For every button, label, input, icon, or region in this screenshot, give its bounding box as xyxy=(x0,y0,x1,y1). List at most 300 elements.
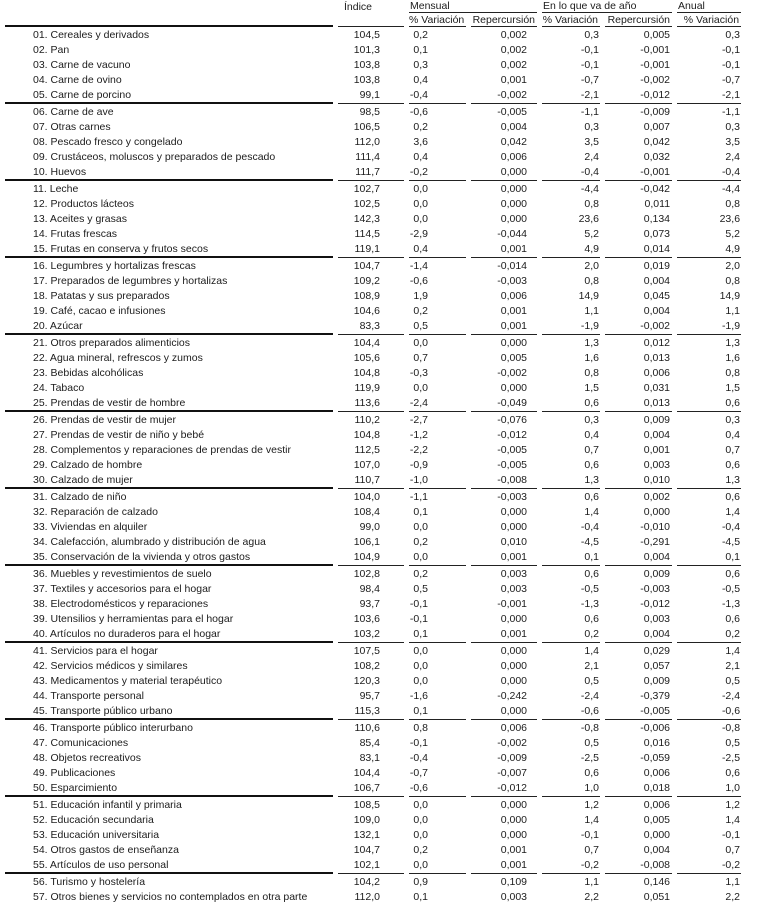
cell-rep-mensual: 0,006 xyxy=(500,721,528,734)
table-row xyxy=(5,181,741,196)
cell-var-anual: -0,6 xyxy=(677,703,741,720)
cell-var-anual: 0,1 xyxy=(677,549,741,566)
cell-var-anual: 0,6 xyxy=(725,766,741,779)
cell-var-anual: 23,6 xyxy=(719,212,741,225)
cell-var-mensual: 0,2 xyxy=(413,535,428,548)
cell-rep-ano: 0,005 xyxy=(643,813,671,826)
cell-var-ano: 2,0 xyxy=(584,259,600,272)
cell-var-anual: -0,4 xyxy=(721,520,741,533)
table-row xyxy=(5,241,741,258)
table-row xyxy=(5,827,741,842)
cell-rep-mensual: -0,076 xyxy=(497,413,528,426)
cell-var-ano: 1,4 xyxy=(584,644,600,657)
cell-var-anual: 2,0 xyxy=(725,259,741,272)
cell-rep-mensual: 0,000 xyxy=(500,659,528,672)
table-row xyxy=(5,643,741,658)
cell-var-ano: 1,4 xyxy=(584,813,600,826)
cell-var-ano: -2,1 xyxy=(542,87,600,104)
cell-indice: 104,7 xyxy=(353,259,380,272)
cell-var-ano: 1,0 xyxy=(542,780,600,797)
cell-indice: 107,5 xyxy=(353,644,380,657)
cell-indice: 109,2 xyxy=(353,274,380,287)
cell-var-mensual: 0,0 xyxy=(413,182,428,195)
cell-var-anual: 2,2 xyxy=(725,890,741,903)
table-row xyxy=(5,504,741,519)
cell-var-anual: 5,2 xyxy=(725,227,741,240)
cell-var-anual: -0,4 xyxy=(677,164,741,181)
cell-var-ano: 0,6 xyxy=(584,766,600,779)
cell-indice: 108,4 xyxy=(353,505,380,518)
cell-rep-mensual: 0,005 xyxy=(500,351,528,364)
cell-indice: 98,4 xyxy=(359,582,380,595)
table-row xyxy=(5,703,741,720)
cell-var-mensual: -0,6 xyxy=(409,780,466,797)
cell-var-ano: 0,7 xyxy=(584,443,600,456)
cell-rep-mensual: 0,006 xyxy=(500,150,528,163)
cell-indice: 104,8 xyxy=(353,366,380,379)
row-label: 35. Conservación de la vivienda y otros gastos xyxy=(5,549,333,566)
cell-var-ano: 0,8 xyxy=(584,274,600,287)
cell-var-anual: 0,7 xyxy=(725,843,741,856)
col-header-rep-ano: Repercursión xyxy=(605,13,672,27)
cell-indice: 106,5 xyxy=(353,120,380,133)
cell-var-mensual: 0,8 xyxy=(413,721,428,734)
cell-var-mensual: -0,6 xyxy=(409,274,428,287)
cell-rep-ano: 0,045 xyxy=(643,289,671,302)
cell-rep-mensual: -0,044 xyxy=(497,227,528,240)
table-row xyxy=(5,765,741,780)
cell-rep-ano: 0,003 xyxy=(643,612,671,625)
cell-rep-ano: 0,013 xyxy=(605,395,672,412)
cell-indice: 104,9 xyxy=(338,549,404,566)
row-label: 18. Patatas y sus preparados xyxy=(33,289,170,302)
row-label: 33. Viviendas en alquiler xyxy=(33,520,148,533)
cell-var-mensual: 0,0 xyxy=(413,336,428,349)
cell-var-ano: 1,3 xyxy=(584,336,600,349)
row-label: 41. Servicios para el hogar xyxy=(33,644,158,657)
row-label: 52. Educación secundaria xyxy=(33,813,154,826)
cell-var-anual: 0,3 xyxy=(725,413,741,426)
cell-rep-ano: 0,010 xyxy=(605,472,672,489)
cell-indice: 113,6 xyxy=(338,395,404,412)
cell-rep-ano: 0,004 xyxy=(643,843,671,856)
cell-var-anual: -2,5 xyxy=(721,751,741,764)
cell-var-ano: -0,4 xyxy=(542,164,600,181)
table-row xyxy=(5,673,741,688)
cell-var-anual: -0,1 xyxy=(721,43,741,56)
cell-indice: 102,5 xyxy=(353,197,380,210)
cell-indice: 108,5 xyxy=(353,798,380,811)
cell-rep-ano: 0,002 xyxy=(643,490,671,503)
table-row xyxy=(5,27,741,42)
cell-rep-mensual: 0,004 xyxy=(500,120,528,133)
cell-rep-mensual: 0,000 xyxy=(500,798,528,811)
cell-indice: 142,3 xyxy=(353,212,380,225)
cell-var-mensual: -0,1 xyxy=(409,736,428,749)
col-header-var-mensual: % Variación xyxy=(409,14,465,26)
cell-var-mensual: 0,1 xyxy=(413,890,428,903)
cell-indice: 85,4 xyxy=(359,736,380,749)
table-row xyxy=(5,119,741,134)
cell-indice: 107,0 xyxy=(353,458,380,471)
cell-var-mensual: 3,6 xyxy=(413,135,428,148)
cell-var-anual: 0,6 xyxy=(725,612,741,625)
cell-rep-mensual: -0,012 xyxy=(497,428,528,441)
cell-var-anual: 0,3 xyxy=(725,120,741,133)
cell-var-ano: -0,8 xyxy=(580,721,600,734)
cell-var-mensual: -0,1 xyxy=(409,612,428,625)
cell-var-ano: 2,1 xyxy=(584,659,600,672)
row-label: 39. Utensilios y herramientas para el hogar xyxy=(33,612,234,625)
table-row xyxy=(5,303,741,318)
row-label: 44. Transporte personal xyxy=(33,689,144,702)
cell-rep-ano: 0,004 xyxy=(643,274,671,287)
row-label: 51. Educación infantil y primaria xyxy=(33,798,182,811)
cell-var-ano: -2,5 xyxy=(580,751,600,764)
cell-var-anual: 1,1 xyxy=(725,875,741,888)
cell-var-ano: 1,1 xyxy=(584,875,600,888)
cell-var-mensual: 0,0 xyxy=(413,828,428,841)
cell-var-ano: 0,1 xyxy=(542,549,600,566)
cell-rep-ano: 0,013 xyxy=(643,351,671,364)
table-row xyxy=(5,134,741,149)
cell-rep-ano: -0,001 xyxy=(640,43,671,56)
cell-rep-mensual: -0,002 xyxy=(497,366,528,379)
cell-indice: 93,7 xyxy=(359,597,380,610)
cell-indice: 101,3 xyxy=(353,43,380,56)
cell-rep-ano: 0,000 xyxy=(643,505,671,518)
row-label: 43. Medicamentos y material terapéutico xyxy=(33,674,223,687)
cell-indice: 103,8 xyxy=(353,73,380,86)
row-label: 21. Otros preparados alimenticios xyxy=(33,336,190,349)
row-label: 25. Prendas de vestir de hombre xyxy=(5,395,333,412)
cell-indice: 105,6 xyxy=(353,351,380,364)
cell-var-mensual: 0,0 xyxy=(413,381,428,394)
cell-indice: 104,7 xyxy=(353,843,380,856)
cell-var-ano: -0,5 xyxy=(580,582,600,595)
row-label: 13. Aceites y grasas xyxy=(33,212,127,225)
cell-indice: 104,6 xyxy=(353,304,380,317)
cell-rep-ano: 0,000 xyxy=(643,828,671,841)
cell-rep-mensual: 0,001 xyxy=(471,318,537,335)
cell-rep-mensual: -0,005 xyxy=(497,458,528,471)
row-label: 05. Carne de porcino xyxy=(5,87,333,104)
cell-rep-ano: 0,007 xyxy=(643,120,671,133)
cell-var-mensual: 0,0 xyxy=(413,813,428,826)
cell-var-mensual: -1,2 xyxy=(409,428,428,441)
cell-rep-mensual: 0,000 xyxy=(471,703,537,720)
cell-rep-mensual: 0,010 xyxy=(500,535,528,548)
cell-rep-mensual: -0,005 xyxy=(497,105,528,118)
cell-rep-mensual: -0,002 xyxy=(471,87,537,104)
cell-indice: 119,1 xyxy=(338,241,404,258)
cell-var-mensual: -0,4 xyxy=(409,87,466,104)
cell-var-mensual: -2,9 xyxy=(409,227,428,240)
col-header-rep-mensual: Repercursión xyxy=(472,14,536,26)
cell-rep-mensual: 0,003 xyxy=(500,890,528,903)
cell-indice: 103,8 xyxy=(353,58,380,71)
cell-var-ano: 14,9 xyxy=(578,289,600,302)
cell-var-ano: -4,5 xyxy=(580,535,600,548)
row-label: 06. Carne de ave xyxy=(33,105,114,118)
table-row xyxy=(5,442,741,457)
cell-rep-mensual: 0,000 xyxy=(500,612,528,625)
table-row xyxy=(5,874,741,889)
cell-var-ano: 0,5 xyxy=(584,736,600,749)
cell-var-ano: -4,4 xyxy=(580,182,600,195)
cell-var-anual: -4,5 xyxy=(721,535,741,548)
cell-indice: 110,6 xyxy=(354,721,380,734)
cell-rep-mensual: 0,001 xyxy=(500,304,528,317)
cell-var-ano: 5,2 xyxy=(584,227,600,240)
table-row xyxy=(5,611,741,626)
cell-var-mensual: 0,4 xyxy=(413,73,428,86)
cell-var-mensual: 0,1 xyxy=(409,703,466,720)
row-label: 45. Transporte público urbano xyxy=(5,703,333,720)
cell-var-mensual: 0,0 xyxy=(413,520,428,533)
cell-rep-ano: 0,004 xyxy=(643,428,671,441)
cell-var-anual: 0,8 xyxy=(725,197,741,210)
cell-rep-mensual: 0,000 xyxy=(500,336,528,349)
cell-var-ano: 0,4 xyxy=(584,428,600,441)
cell-rep-mensual: -0,005 xyxy=(497,443,528,456)
cell-rep-ano: -0,042 xyxy=(640,182,671,195)
cell-var-mensual: 0,0 xyxy=(413,674,428,687)
cell-var-mensual: 0,1 xyxy=(409,626,466,643)
cell-rep-mensual: 0,042 xyxy=(500,135,528,148)
cell-var-mensual: -0,1 xyxy=(409,597,428,610)
row-label: 38. Electrodomésticos y reparaciones xyxy=(33,597,209,610)
table-row xyxy=(5,72,741,87)
cell-var-anual: 0,7 xyxy=(725,443,741,456)
cell-rep-ano: -0,291 xyxy=(640,535,671,548)
table-body xyxy=(5,27,741,904)
row-label: 34. Calefacción, alumbrado y distribución de agua xyxy=(33,535,266,548)
cell-var-ano: 1,4 xyxy=(584,505,600,518)
row-label: 24. Tabaco xyxy=(33,381,85,394)
col-group-anual: Anual xyxy=(677,0,741,13)
cell-rep-ano: 0,005 xyxy=(643,28,671,41)
cell-rep-mensual: -0,002 xyxy=(497,736,528,749)
cell-indice: 112,0 xyxy=(354,135,380,148)
cell-indice: 95,7 xyxy=(359,689,380,702)
table-row xyxy=(5,87,741,104)
cell-var-mensual: 0,0 xyxy=(409,857,466,874)
cell-var-ano: 0,3 xyxy=(584,413,600,426)
cell-var-anual: 1,3 xyxy=(725,336,741,349)
table-row xyxy=(5,842,741,857)
cell-indice: 112,0 xyxy=(354,890,380,903)
table-row xyxy=(5,626,741,643)
row-label: 01. Cereales y derivados xyxy=(33,28,150,41)
cell-indice: 104,4 xyxy=(353,336,380,349)
cell-indice: 103,6 xyxy=(353,612,380,625)
cell-rep-ano: -0,003 xyxy=(640,582,671,595)
cell-rep-mensual: -0,003 xyxy=(497,490,528,503)
table-row xyxy=(5,196,741,211)
row-label: 31. Calzado de niño xyxy=(33,490,127,503)
cell-rep-mensual: -0,009 xyxy=(497,751,528,764)
row-label: 26. Prendas de vestir de mujer xyxy=(33,413,176,426)
row-label: 20. Azúcar xyxy=(5,318,333,335)
cell-rep-ano: -0,001 xyxy=(605,164,672,181)
table-row xyxy=(5,350,741,365)
cell-var-anual: 1,3 xyxy=(677,472,741,489)
table-row xyxy=(5,735,741,750)
cell-rep-mensual: 0,000 xyxy=(500,828,528,841)
cell-var-anual: -0,7 xyxy=(721,73,741,86)
cell-rep-mensual: -0,003 xyxy=(497,274,528,287)
cell-var-mensual: 0,2 xyxy=(413,28,428,41)
cell-rep-mensual: 0,000 xyxy=(500,197,528,210)
cell-rep-ano: -0,379 xyxy=(640,689,671,702)
cell-var-mensual: 0,1 xyxy=(413,43,428,56)
cell-rep-mensual: 0,001 xyxy=(500,73,528,86)
cell-rep-ano: 0,012 xyxy=(643,336,671,349)
cell-var-ano: 0,5 xyxy=(584,674,600,687)
cell-var-anual: 0,6 xyxy=(725,567,741,580)
cell-rep-ano: 0,006 xyxy=(643,766,671,779)
cell-var-ano: -1,1 xyxy=(580,105,600,118)
table-row xyxy=(5,318,741,335)
cell-var-anual: -1,1 xyxy=(721,105,741,118)
cell-indice: 83,1 xyxy=(359,751,380,764)
cell-rep-mensual: 0,002 xyxy=(500,43,528,56)
cell-var-mensual: -0,2 xyxy=(409,164,466,181)
cell-rep-mensual: -0,001 xyxy=(497,597,528,610)
cell-var-mensual: 0,2 xyxy=(413,567,428,580)
cell-var-ano: -2,4 xyxy=(580,689,600,702)
row-label: 07. Otras carnes xyxy=(33,120,111,133)
row-label: 55. Artículos de uso personal xyxy=(5,857,333,874)
cell-var-ano: 2,4 xyxy=(584,150,600,163)
cell-var-mensual: -1,4 xyxy=(409,259,428,272)
cell-indice: 99,0 xyxy=(359,520,380,533)
cell-var-mensual: 0,4 xyxy=(409,241,466,258)
cell-indice: 132,1 xyxy=(353,828,380,841)
row-label: 36. Muebles y revestimientos de suelo xyxy=(33,567,212,580)
cell-rep-mensual: 0,003 xyxy=(500,567,528,580)
row-label: 56. Turismo y hostelería xyxy=(33,875,146,888)
cell-var-ano: 1,6 xyxy=(584,351,600,364)
cell-var-mensual: 0,0 xyxy=(413,644,428,657)
cell-indice: 110,2 xyxy=(354,413,380,426)
row-label: 08. Pescado fresco y congelado xyxy=(33,135,183,148)
cell-rep-ano: -0,012 xyxy=(605,87,672,104)
col-group-mensual: Mensual xyxy=(409,0,537,13)
table-row xyxy=(5,549,741,566)
col-header-var-ano: % Variación xyxy=(542,14,599,26)
cell-var-ano: 1,1 xyxy=(584,304,600,317)
cell-var-ano: 0,8 xyxy=(584,366,600,379)
cell-var-anual: -1,9 xyxy=(677,318,741,335)
cell-rep-mensual: -0,008 xyxy=(471,472,537,489)
cell-rep-ano: 0,009 xyxy=(643,674,671,687)
cell-var-anual: 2,4 xyxy=(725,150,741,163)
cell-var-anual: 0,5 xyxy=(725,674,741,687)
cell-var-ano: -0,1 xyxy=(580,43,600,56)
cell-rep-mensual: 0,001 xyxy=(471,549,537,566)
cell-var-mensual: -1,6 xyxy=(409,689,428,702)
table-row xyxy=(5,688,741,703)
cell-indice: 120,3 xyxy=(353,674,380,687)
cell-indice: 106,7 xyxy=(338,780,404,797)
cell-indice: 104,5 xyxy=(353,28,380,41)
cell-var-anual: -2,1 xyxy=(677,87,741,104)
table-row xyxy=(5,519,741,534)
cell-indice: 103,2 xyxy=(338,626,404,643)
table-row xyxy=(5,720,741,735)
row-label: 40. Artículos no duraderos para el hogar xyxy=(5,626,333,643)
cell-var-mensual: -0,9 xyxy=(409,458,428,471)
cell-var-anual: 1,6 xyxy=(725,351,741,364)
cell-var-mensual: 0,4 xyxy=(413,150,428,163)
table-row xyxy=(5,472,741,489)
cell-indice: 115,3 xyxy=(338,703,404,720)
table-row xyxy=(5,489,741,504)
cell-rep-mensual: 0,003 xyxy=(500,582,528,595)
row-label: 29. Calzado de hombre xyxy=(33,458,143,471)
row-label: 28. Complementos y reparaciones de prendas de vestir xyxy=(33,443,291,456)
row-label: 14. Frutas frescas xyxy=(33,227,118,240)
cell-var-ano: 0,2 xyxy=(542,626,600,643)
row-label: 10. Huevos xyxy=(5,164,333,181)
cell-var-ano: 0,6 xyxy=(584,490,600,503)
table-row xyxy=(5,149,741,164)
cell-rep-ano: 0,057 xyxy=(643,659,671,672)
cell-rep-ano: -0,059 xyxy=(640,751,671,764)
row-label: 04. Carne de ovino xyxy=(33,73,122,86)
cell-rep-ano: -0,005 xyxy=(605,703,672,720)
cell-indice: 104,0 xyxy=(353,490,380,503)
row-label: 22. Agua mineral, refrescos y zumos xyxy=(33,351,203,364)
cell-var-anual: 0,6 xyxy=(677,395,741,412)
row-label: 42. Servicios médicos y similares xyxy=(33,659,188,672)
cell-var-ano: -0,1 xyxy=(580,58,600,71)
cell-indice: 108,9 xyxy=(353,289,380,302)
cell-var-anual: 1,1 xyxy=(725,304,741,317)
cell-indice: 98,5 xyxy=(359,105,380,118)
cell-var-mensual: -2,2 xyxy=(409,443,428,456)
cell-rep-ano: -0,002 xyxy=(605,318,672,335)
table-row xyxy=(5,658,741,673)
cell-var-anual: 1,5 xyxy=(725,381,741,394)
cell-rep-ano: 0,051 xyxy=(643,890,671,903)
cell-rep-ano: 0,006 xyxy=(643,366,671,379)
cell-rep-mensual: 0,000 xyxy=(500,644,528,657)
table-row xyxy=(5,164,741,181)
cell-rep-ano: 0,029 xyxy=(643,644,671,657)
cell-var-anual: 0,8 xyxy=(725,274,741,287)
cell-var-ano: 0,6 xyxy=(584,567,600,580)
cell-rep-ano: 0,031 xyxy=(643,381,671,394)
cell-var-mensual: -0,3 xyxy=(409,366,428,379)
col-header-indice: Índice xyxy=(338,0,404,27)
cell-var-anual: 1,4 xyxy=(725,813,741,826)
cell-var-anual: 0,8 xyxy=(725,366,741,379)
cell-rep-mensual: 0,000 xyxy=(500,674,528,687)
cell-rep-ano: 0,016 xyxy=(643,736,671,749)
cell-rep-mensual: 0,002 xyxy=(500,58,528,71)
cell-rep-mensual: 0,000 xyxy=(500,381,528,394)
cell-rep-mensual: -0,014 xyxy=(497,259,528,272)
cell-var-anual: 0,4 xyxy=(725,428,741,441)
row-label: 27. Prendas de vestir de niño y bebé xyxy=(33,428,205,441)
cell-indice: 99,1 xyxy=(338,87,404,104)
cell-var-mensual: 0,0 xyxy=(409,549,466,566)
cell-var-anual: 0,5 xyxy=(725,736,741,749)
cell-rep-mensual: -0,049 xyxy=(471,395,537,412)
